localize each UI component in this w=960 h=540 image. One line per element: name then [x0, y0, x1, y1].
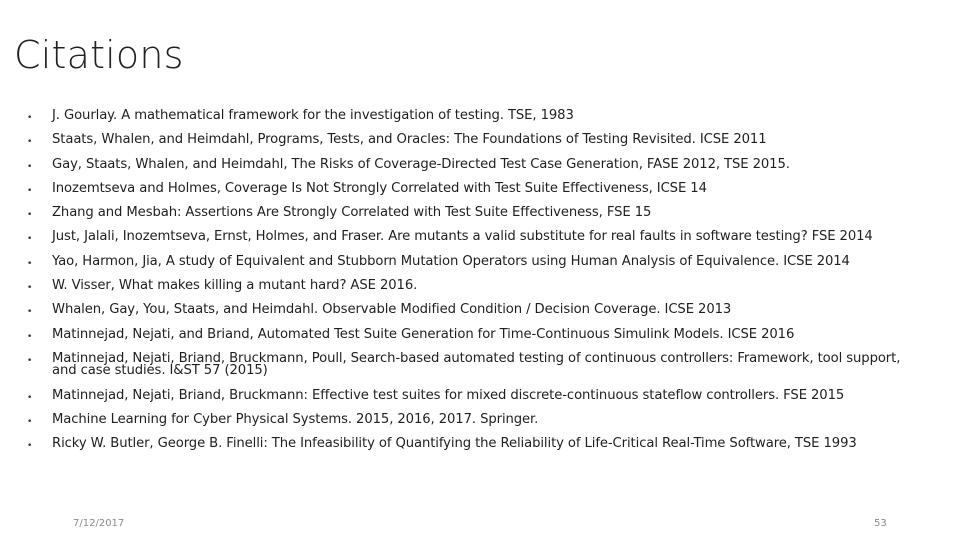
- citation-item: [0, 414, 960, 427]
- citation-item: [0, 253, 960, 269]
- citation-item: [0, 156, 960, 172]
- citation-text: Machine Learning for Cyber Physical Systems. 2015, 2016, 2017. Springer.: [52, 412, 539, 428]
- citation-text: Matinnejad, Nejati, Briand, Bruckmann: Effective test suites for mixed discrete-continuous stateflow controllers. FSE 2015: [52, 387, 845, 403]
- citation-text: Yao, Harmon, Jia, A study of Equivalent and Stubborn Mutation Operators using Human Analysis of Equivalence. ICSE 2014: [52, 253, 850, 269]
- citation-item: [0, 438, 960, 451]
- slide-title: Citations: [14, 33, 184, 77]
- bullet-icon: •: [27, 355, 33, 366]
- bullet-icon: •: [27, 283, 33, 294]
- citation-item: [0, 134, 960, 147]
- citation-text: J. Gourlay. A mathematical framework for the investigation of testing. TSE, 1983: [52, 108, 574, 123]
- bullet-icon: •: [27, 331, 33, 342]
- citation-text: Inozemtseva and Holmes, Coverage Is Not Strongly Correlated with Test Suite Effectiveness, ICSE 14: [52, 180, 707, 196]
- citation-text: Matinnejad, Nejati, and Briand, Automated Test Suite Generation for Time-Continuous Simulink Models. ICSE 2016: [52, 326, 795, 342]
- page-number: 53: [874, 518, 887, 529]
- bullet-icon: •: [27, 185, 33, 196]
- bullet-icon: •: [27, 234, 33, 245]
- bullet-icon: •: [27, 417, 33, 428]
- bullet-icon: •: [27, 137, 33, 148]
- bullet-icon: •: [27, 258, 33, 269]
- citation-text: Ricky W. Butler, George B. Finelli: The Infeasibility of Quantifying the Reliability of Life-Critical Real-Time Software, TSE 1993: [52, 436, 857, 452]
- citation-text: Staats, Whalen, and Heimdahl, Programs, Tests, and Oracles: The Foundations of Testing Revisited. ICSE 2011: [52, 132, 767, 148]
- bullet-icon: •: [27, 441, 33, 452]
- citation-item: [0, 326, 960, 342]
- footer-date: 7/12/2017: [73, 518, 125, 529]
- bullet-icon: •: [27, 307, 33, 318]
- citation-item: [0, 387, 960, 403]
- citation-item: [0, 207, 960, 220]
- citation-list: [0, 110, 960, 463]
- citation-item: [0, 350, 960, 379]
- citation-item: [0, 231, 960, 244]
- citation-item: [0, 180, 960, 196]
- bullet-icon: •: [27, 161, 33, 172]
- citation-item: [0, 110, 960, 123]
- citation-text: Matinnejad, Nejati, Briand, Bruckmann, Poull, Search-based automated testing of continuous controllers: Framework, tool support, and case studies. I&ST 57 (2015): [52, 350, 901, 379]
- bullet-icon: •: [27, 210, 33, 221]
- citation-item: [0, 280, 960, 293]
- bullet-icon: •: [27, 113, 33, 123]
- citation-text: Zhang and Mesbah: Assertions Are Strongly Correlated with Test Suite Effectiveness, FSE 15: [52, 205, 652, 221]
- citation-text: W. Visser, What makes killing a mutant hard? ASE 2016.: [52, 278, 418, 294]
- citation-text: Just, Jalali, Inozemtseva, Ernst, Holmes, and Fraser. Are mutants a valid substitute for real faults in software testing? FSE 2014: [52, 229, 873, 245]
- citation-text: Whalen, Gay, You, Staats, and Heimdahl. Observable Modified Condition / Decision Coverage. ICSE 2013: [52, 302, 732, 318]
- citation-item: [0, 304, 960, 317]
- bullet-icon: •: [27, 392, 33, 403]
- citation-text: Gay, Staats, Whalen, and Heimdahl, The Risks of Coverage-Directed Test Case Generation, FASE 2012, TSE 2015.: [52, 156, 790, 172]
